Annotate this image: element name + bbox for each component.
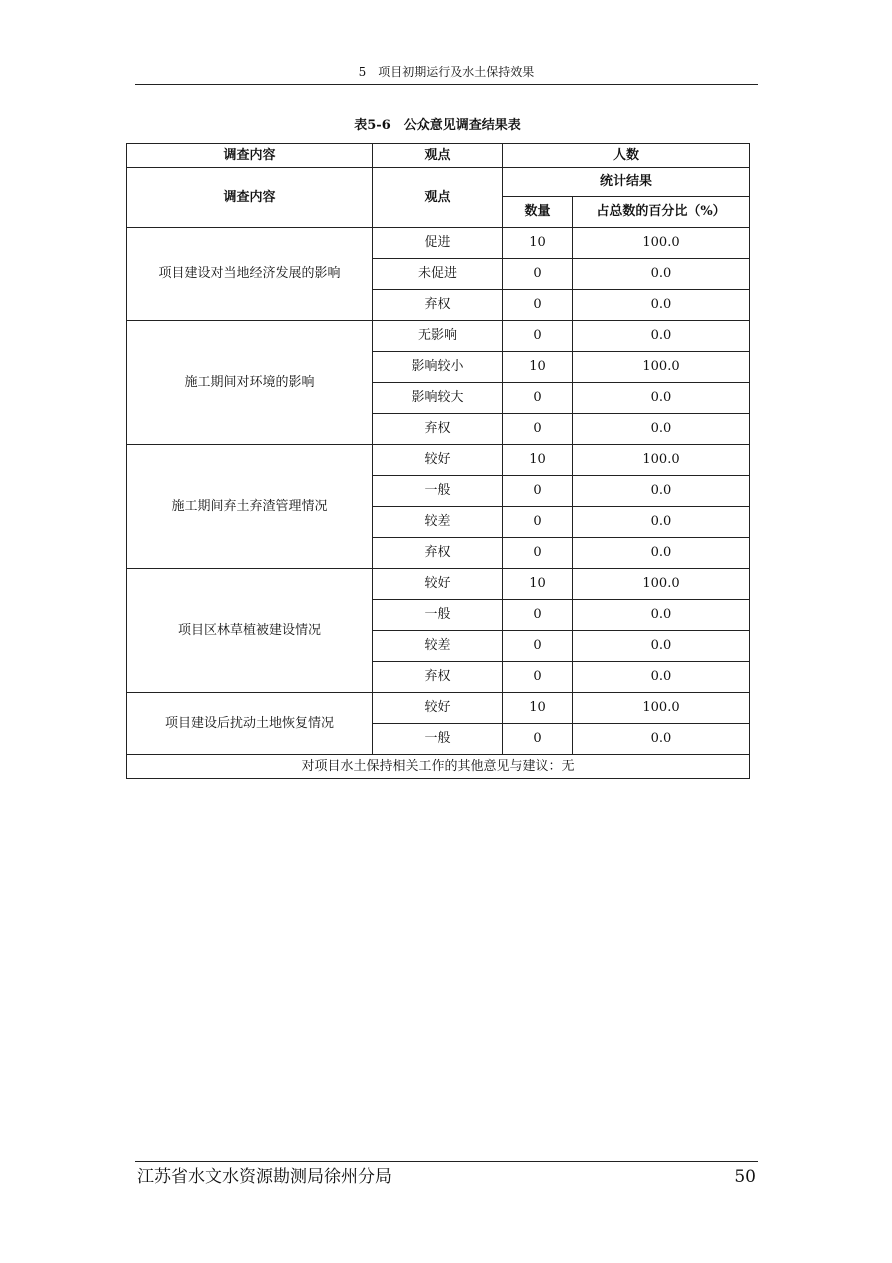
survey-item-label: 项目建设对当地经济发展的影响 [127,228,373,321]
count-cell: 0 [503,724,573,755]
remark-cell: 对项目水土保持相关工作的其他意见与建议：无 [127,755,750,779]
viewpoint-cell: 较好 [373,569,503,600]
percent-cell: 0.0 [573,259,750,290]
percent-cell: 0.0 [573,383,750,414]
percent-cell: 0.0 [573,631,750,662]
header-row-top [127,144,750,168]
table-row [127,445,750,476]
percent-cell: 0.0 [573,724,750,755]
table-row [127,693,750,724]
table-row [127,228,750,259]
survey-item-label: 施工期间弃土弃渣管理情况 [127,445,373,569]
page-number: 50 [734,1167,756,1187]
count-cell: 0 [503,259,573,290]
header-content: 调查内容 [127,144,373,168]
viewpoint-cell: 弃权 [373,290,503,321]
count-cell: 0 [503,290,573,321]
survey-result-table [126,143,750,779]
viewpoint-cell: 较差 [373,631,503,662]
count-cell: 10 [503,228,573,259]
viewpoint-cell: 弃权 [373,538,503,569]
survey-body [127,228,750,755]
table-row [127,569,750,600]
percent-cell: 100.0 [573,228,750,259]
percent-cell: 100.0 [573,693,750,724]
viewpoint-cell: 较好 [373,693,503,724]
viewpoint-cell: 一般 [373,476,503,507]
count-cell: 0 [503,631,573,662]
header-row-stat [127,168,750,197]
viewpoint-cell: 较好 [373,445,503,476]
percent-cell: 0.0 [573,290,750,321]
percent-cell: 0.0 [573,538,750,569]
viewpoint-cell: 无影响 [373,321,503,352]
survey-item-label: 施工期间对环境的影响 [127,321,373,445]
survey-item-label: 项目区林草植被建设情况 [127,569,373,693]
count-cell: 0 [503,476,573,507]
viewpoint-cell: 较差 [373,507,503,538]
viewpoint-cell: 影响较大 [373,383,503,414]
viewpoint-cell: 一般 [373,724,503,755]
percent-cell: 100.0 [573,352,750,383]
survey-item-label: 项目建设后扰动土地恢复情况 [127,693,373,755]
header-percent: 占总数的百分比（%） [573,197,750,228]
count-cell: 0 [503,414,573,445]
viewpoint-cell: 弃权 [373,662,503,693]
percent-cell: 100.0 [573,569,750,600]
percent-cell: 0.0 [573,507,750,538]
count-cell: 10 [503,352,573,383]
table-title: 表5-6 公众意见调查结果表 [354,118,521,133]
page-footer [135,1161,758,1187]
header-count: 数量 [503,197,573,228]
count-cell: 0 [503,383,573,414]
viewpoint-cell: 促进 [373,228,503,259]
percent-cell: 0.0 [573,476,750,507]
viewpoint-cell: 未促进 [373,259,503,290]
header-viewpoint: 观点 [373,144,503,168]
count-cell: 0 [503,321,573,352]
count-cell: 0 [503,600,573,631]
percent-cell: 0.0 [573,600,750,631]
percent-cell: 0.0 [573,662,750,693]
header-stat-result: 统计结果 [503,168,750,197]
count-cell: 0 [503,662,573,693]
viewpoint-cell: 影响较小 [373,352,503,383]
count-cell: 10 [503,693,573,724]
percent-cell: 0.0 [573,414,750,445]
percent-cell: 0.0 [573,321,750,352]
count-cell: 10 [503,569,573,600]
footer-organization: 江苏省水文水资源勘测局徐州分局 [137,1167,392,1187]
viewpoint-cell: 一般 [373,600,503,631]
table-row [127,321,750,352]
page-header: 5 项目初期运行及水土保持效果 [135,64,758,85]
count-cell: 0 [503,538,573,569]
viewpoint-cell: 弃权 [373,414,503,445]
remark-row [127,755,750,779]
header-content-repeat: 调查内容 [127,168,373,228]
header-viewpoint-repeat: 观点 [373,168,503,228]
header-people: 人数 [503,144,750,168]
count-cell: 10 [503,445,573,476]
count-cell: 0 [503,507,573,538]
percent-cell: 100.0 [573,445,750,476]
